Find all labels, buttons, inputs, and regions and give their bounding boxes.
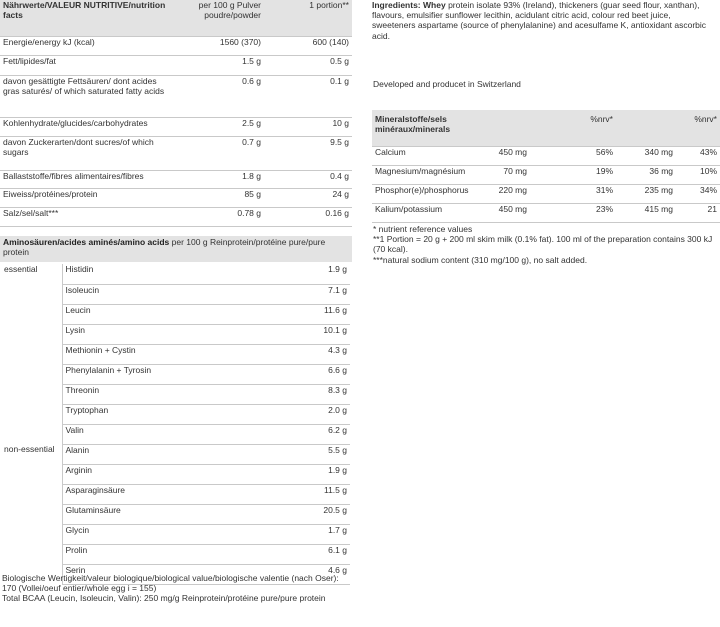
amino-value: 7.1 g — [292, 284, 350, 304]
amino-name: Asparaginsäure — [62, 484, 292, 504]
amino-name: Arginin — [62, 464, 292, 484]
nutrition-row — [0, 36, 352, 55]
nutrition-row-portion: 10 g — [264, 117, 352, 136]
amino-value: 1.7 g — [292, 524, 350, 544]
minerals-row-portion: 36 mg — [616, 165, 676, 184]
nutrition-row-per100: 1.5 g — [178, 55, 264, 75]
minerals-header-nrv1: %nrv* — [530, 110, 616, 146]
minerals-row-nrv100: 56% — [530, 146, 616, 165]
nutrition-row-portion: 0.4 g — [264, 170, 352, 188]
amino-value: 6.1 g — [292, 544, 350, 564]
minerals-header-nrv2: %nrv* — [676, 110, 720, 146]
nutrition-row-label: davon Zuckerarten/dont sucres/of which sugars — [0, 136, 178, 170]
amino-row — [0, 544, 350, 564]
amino-value: 1.9 g — [292, 464, 350, 484]
footnote: ***natural sodium content (310 mg/100 g), no salt added. — [373, 254, 588, 265]
amino-name: Phenylalanin + Tyrosin — [62, 364, 292, 384]
amino-row — [0, 264, 350, 284]
amino-row — [0, 324, 350, 344]
amino-name: Isoleucin — [62, 284, 292, 304]
minerals-row-nrv100: 23% — [530, 203, 616, 222]
amino-value: 4.6 g — [292, 564, 350, 584]
amino-row — [0, 364, 350, 384]
amino-name: Threonin — [62, 384, 292, 404]
amino-heading-title: Aminosäuren/acides aminés/amino acids — [3, 237, 170, 247]
nutrition-row — [0, 55, 352, 75]
minerals-header-row — [372, 110, 720, 146]
nutrition-row — [0, 207, 352, 226]
footnotes — [373, 224, 718, 265]
minerals-row-per100: 450 mg — [454, 203, 530, 222]
amino-name: Serin — [62, 564, 292, 584]
amino-row — [0, 304, 350, 324]
amino-name: Glutaminsäure — [62, 504, 292, 524]
amino-row — [0, 344, 350, 364]
nutrition-row-portion: 0.1 g — [264, 75, 352, 117]
minerals-header-label — [372, 110, 530, 146]
minerals-row-label: Kalium/potassium — [372, 203, 454, 222]
amino-value: 11.6 g — [292, 304, 350, 324]
amino-name: Leucin — [62, 304, 292, 324]
minerals-row-nrv-portion: 10% — [676, 165, 720, 184]
ingredients-text — [372, 0, 712, 41]
nutrition-header-portion: 1 portion** — [264, 0, 352, 36]
amino-row — [0, 464, 350, 484]
minerals-row — [372, 184, 720, 203]
amino-value: 2.0 g — [292, 404, 350, 424]
developed-in-text: Developed and producet in Switzerland — [373, 79, 521, 89]
minerals-row-label: Magnesium/magnésium — [372, 165, 454, 184]
nutrition-row-per100: 0.78 g — [178, 207, 264, 226]
amino-value: 8.3 g — [292, 384, 350, 404]
amino-name: Methionin + Cystin — [62, 344, 292, 364]
amino-row — [0, 424, 350, 444]
minerals-row — [372, 203, 720, 222]
nutrition-row-per100: 85 g — [178, 188, 264, 207]
minerals-row-portion: 235 mg — [616, 184, 676, 203]
amino-name: Valin — [62, 424, 292, 444]
nutrition-header-per100: per 100 g Pulver poudre/powder — [178, 0, 264, 36]
amino-heading-rest: per 100 g Reinprotein/protéine pure/pure protein — [3, 237, 326, 258]
amino-group-label: non-essential — [4, 444, 55, 454]
ingredients-body: protein isolate 93% (Ireland), thickeners (guar seed flour, xanthan), flavours, emulsifier sunflower lecithin, acidulant citric acid, colour red beet juice, sweeteners aspartame (source of phenylalanine) and acesulfame K, antioxidant ascorbic acid. — [372, 0, 707, 41]
minerals-table — [372, 110, 720, 223]
amino-value: 5.5 g — [292, 444, 350, 464]
minerals-header-label-text: Mineralstoffe/sels minéraux/minerals — [375, 114, 451, 135]
nutrition-row — [0, 170, 352, 188]
nutrition-row — [0, 117, 352, 136]
nutrition-row-portion: 600 (140) — [264, 36, 352, 55]
nutrition-row-label: Energie/energy kJ (kcal) — [0, 36, 178, 55]
footnote: * nutrient reference values — [373, 224, 473, 234]
minerals-row-nrv100: 31% — [530, 184, 616, 203]
nutrition-row-per100: 1560 (370) — [178, 36, 264, 55]
amino-value: 20.5 g — [292, 504, 350, 524]
amino-row — [0, 524, 350, 544]
amino-name: Glycin — [62, 524, 292, 544]
nutrition-row-per100: 1.8 g — [178, 170, 264, 188]
nutrition-row-label: Ballaststoffe/fibres alimentaires/fibres — [0, 170, 178, 188]
amino-row — [0, 384, 350, 404]
amino-value: 11.5 g — [292, 484, 350, 504]
minerals-row-portion: 340 mg — [616, 146, 676, 165]
biological-value-text: Biologische Wertigkeit/valeur biologique/biological value/biologische valentie (nach Oser): 170 (Vollei/oeuf entier/whole egg i = 155) — [2, 573, 339, 594]
amino-row — [0, 404, 350, 424]
nutrition-row-portion: 24 g — [264, 188, 352, 207]
amino-row — [0, 504, 350, 524]
minerals-row-nrv-portion: 21 — [676, 203, 720, 222]
amino-row — [0, 444, 350, 464]
nutrition-row-per100: 0.6 g — [178, 75, 264, 117]
nutrition-row-label: Fett/lipides/fat — [0, 55, 178, 75]
ingredients-label: Ingredients: — [372, 0, 421, 10]
minerals-row-per100: 70 mg — [454, 165, 530, 184]
amino-name: Prolin — [62, 544, 292, 564]
minerals-row — [372, 146, 720, 165]
nutrition-row-label: Eiweiss/protéines/protein — [0, 188, 178, 207]
nutrition-row — [0, 188, 352, 207]
nutrition-row — [0, 136, 352, 170]
nutrition-row — [0, 75, 352, 117]
nutrition-row-portion: 0.16 g — [264, 207, 352, 226]
amino-value: 4.3 g — [292, 344, 350, 364]
amino-heading — [0, 236, 352, 262]
nutrition-table — [0, 0, 352, 227]
minerals-row-per100: 220 mg — [454, 184, 530, 203]
nutrition-row-label: Salz/sel/salt*** — [0, 207, 178, 226]
nutrition-row-label: davon gesättigte Fettsäuren/ dont acides gras saturés/ of which saturated fatty acids — [0, 75, 178, 117]
minerals-row-portion: 415 mg — [616, 203, 676, 222]
nutrition-row-per100: 0.7 g — [178, 136, 264, 170]
minerals-row-label: Calcium — [372, 146, 454, 165]
amino-row — [0, 284, 350, 304]
amino-value: 10.1 g — [292, 324, 350, 344]
minerals-row — [372, 165, 720, 184]
nutrition-row-per100: 2.5 g — [178, 117, 264, 136]
ingredients-block — [372, 0, 712, 41]
nutrition-header-row — [0, 0, 352, 36]
minerals-row-nrv100: 19% — [530, 165, 616, 184]
amino-value: 1.9 g — [292, 264, 350, 284]
minerals-row-per100: 450 mg — [454, 146, 530, 165]
amino-group-label: essential — [4, 264, 38, 274]
amino-row — [0, 484, 350, 504]
footnote: **1 Portion = 20 g + 200 ml skim milk (0.1% fat). 100 ml of the preparation contains 300 kJ (70 kcal). — [373, 234, 713, 255]
amino-name: Tryptophan — [62, 404, 292, 424]
amino-value: 6.2 g — [292, 424, 350, 444]
amino-name: Histidin — [62, 264, 292, 284]
amino-table — [0, 264, 350, 585]
nutrition-row-label: Kohlenhydrate/glucides/carbohydrates — [0, 117, 178, 136]
minerals-row-label: Phosphor(e)/phosphorus — [372, 184, 454, 203]
nutrition-row-portion: 0.5 g — [264, 55, 352, 75]
ingredients-whey: Whey — [423, 0, 446, 10]
nutrition-header-label: Nährwerte/VALEUR NUTRITIVE/nutrition facts — [0, 0, 178, 36]
amino-name: Alanin — [62, 444, 292, 464]
amino-name: Lysin — [62, 324, 292, 344]
minerals-row-nrv-portion: 34% — [676, 184, 720, 203]
bcaa-text: Total BCAA (Leucin, Isoleucin, Valin): 250 mg/g Reinprotein/protéine pure/pure protein — [2, 593, 326, 604]
amino-value: 6.6 g — [292, 364, 350, 384]
minerals-row-nrv-portion: 43% — [676, 146, 720, 165]
amino-footer — [2, 573, 350, 604]
nutrition-row-portion: 9.5 g — [264, 136, 352, 170]
